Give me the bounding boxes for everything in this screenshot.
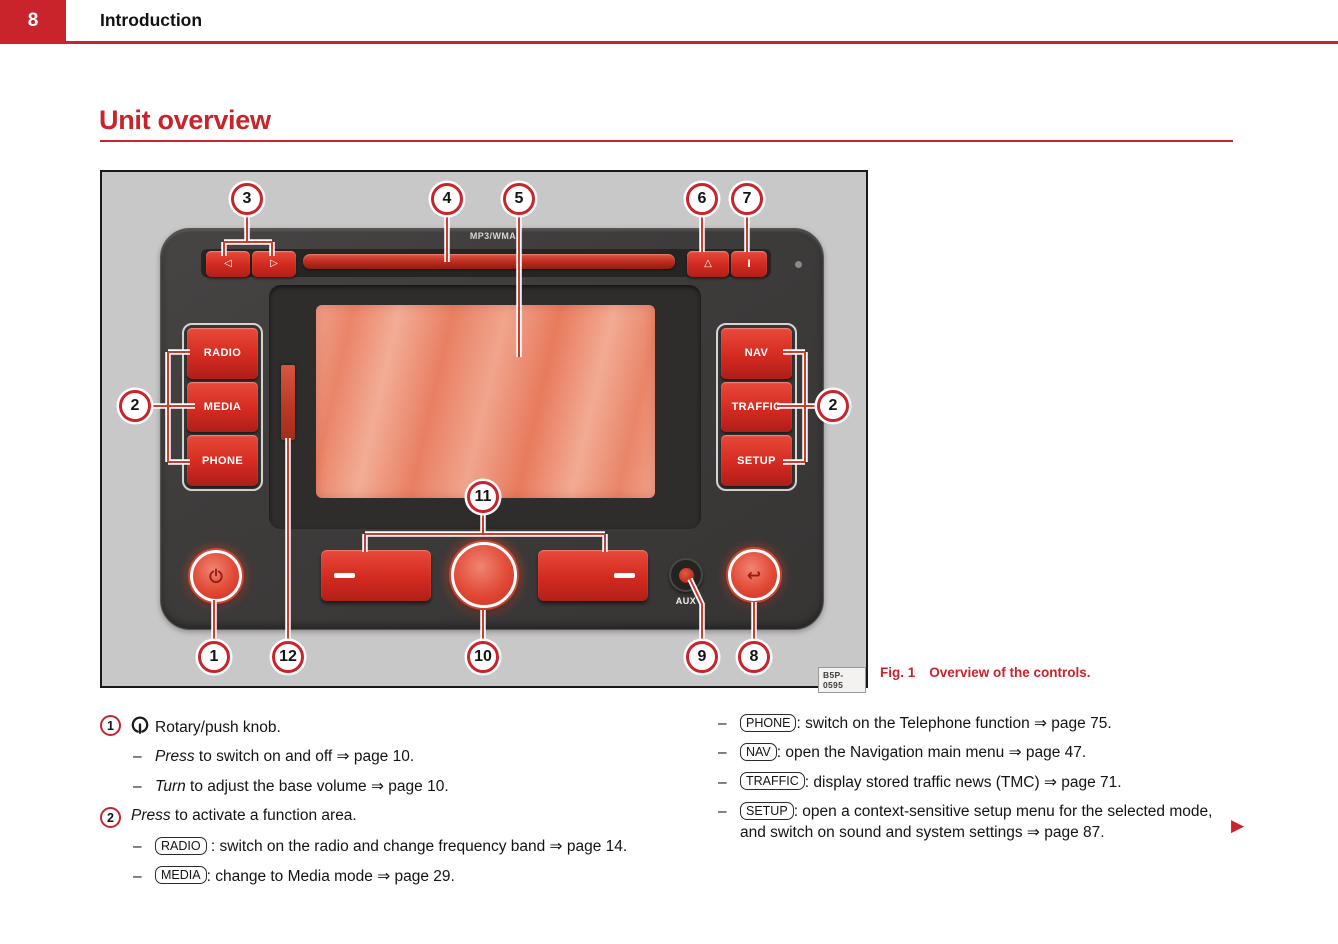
list-item: – PHONE : switch on the Telephone function ⇒ page 75. (718, 714, 1240, 734)
seek-back-button: ◁ (206, 251, 250, 277)
keycap: PHONE (740, 714, 796, 732)
dash-marker: – (718, 744, 727, 762)
callout-8: 8 (738, 641, 770, 673)
unit-button-nav: NAV (721, 328, 792, 379)
unit-left-buttons (182, 323, 263, 491)
callout-2: 2 (817, 390, 849, 422)
list-item: – NAV : open the Navigation main menu ⇒ page 47. (718, 743, 1240, 763)
figure-caption-label: Fig. 1 (880, 665, 916, 680)
seek-forward-button: ▷ (252, 251, 296, 277)
list-item: – Press to switch on and off ⇒ page 10. (100, 747, 680, 767)
dash-marker: – (133, 777, 142, 795)
figure-canvas (100, 170, 868, 688)
unit-button-traffic: TRAFFIC (721, 382, 792, 433)
rocker-button-left (321, 550, 431, 601)
power-icon (208, 568, 224, 584)
callout-10: 10 (467, 641, 499, 673)
aux-jack-center (679, 568, 694, 583)
item-number-badge: 2 (100, 807, 121, 828)
item-number-badge: 1 (100, 715, 121, 736)
aux-label: AUX (675, 596, 697, 606)
info-button: I (731, 251, 767, 277)
section-title: Unit overview (99, 105, 271, 135)
ref-arrow: ⇒ (1043, 773, 1057, 791)
ref-arrow: ⇒ (1026, 823, 1040, 841)
cd-slot (303, 254, 675, 269)
unit-right-buttons (716, 323, 797, 491)
rotary-push-knob (451, 542, 517, 608)
callout-4: 4 (431, 183, 463, 215)
radio-unit-illustration (160, 228, 824, 630)
unit-button-phone: PHONE (187, 435, 258, 486)
display-screen (316, 305, 655, 498)
list-item: – Turn to adjust the base volume ⇒ page 10. (100, 777, 680, 797)
text-column-right (718, 714, 1240, 852)
dash-marker: – (718, 773, 727, 791)
list-item: – RADIO : switch on the radio and change frequency band ⇒ page 14. (100, 837, 680, 857)
callout-5: 5 (503, 183, 535, 215)
keycap: RADIO (155, 837, 207, 855)
minus-mark (334, 573, 355, 578)
ref-arrow: ⇒ (549, 838, 563, 856)
ref-arrow: ⇒ (1008, 744, 1022, 762)
callout-11: 11 (467, 481, 499, 513)
keycap: MEDIA (155, 866, 207, 884)
list-item: – SETUP : open a context-sensitive setup menu for the selected mode, and switch on sound and system settings ⇒ page 87. (718, 802, 1240, 843)
eject-button: △ (687, 251, 729, 277)
page-number-badge: 8 (0, 0, 66, 41)
callout-1: 1 (198, 641, 230, 673)
dash-marker: – (133, 748, 142, 766)
dash-marker: – (133, 867, 142, 885)
figure-caption-text: Overview of the controls. (929, 665, 1091, 680)
back-knob (728, 549, 780, 601)
ref-arrow: ⇒ (377, 867, 391, 885)
list-item: 2 Press to activate a function area. (100, 806, 680, 828)
minus-mark (614, 573, 635, 578)
rocker-button-right (538, 550, 648, 601)
section-rule (100, 140, 1233, 142)
callout-7: 7 (731, 183, 763, 215)
unit-button-media: MEDIA (187, 382, 258, 433)
list-item: 1 Rotary/push knob. (100, 714, 680, 738)
mp3-wma-label: MP3/WMA (469, 231, 517, 241)
ref-arrow: ⇒ (371, 777, 384, 795)
text-column-left (100, 714, 680, 896)
dash-marker: – (718, 715, 727, 732)
list-item: – TRAFFIC : display stored traffic news (TMC) ⇒ page 71. (718, 773, 1240, 793)
callout-9: 9 (686, 641, 718, 673)
callout-3: 3 (231, 183, 263, 215)
back-arrow-icon: ↩ (746, 565, 762, 585)
keycap: NAV (740, 743, 777, 761)
microphone-dot (795, 261, 802, 268)
keycap: TRAFFIC (740, 772, 805, 790)
unit-button-setup: SETUP (721, 435, 792, 486)
ref-arrow: ⇒ (336, 748, 350, 766)
header-rule (0, 41, 1338, 44)
continuation-marker: ▶ (1231, 816, 1245, 835)
rotary-knob-icon (131, 716, 149, 734)
chapter-title: Introduction (100, 10, 203, 30)
status-led-strip (281, 365, 295, 440)
unit-button-radio: RADIO (187, 328, 258, 379)
callout-2: 2 (119, 390, 151, 422)
dash-marker: – (133, 838, 142, 856)
ref-arrow: ⇒ (1034, 715, 1047, 732)
figure-caption (880, 665, 1091, 680)
power-knob (190, 550, 242, 602)
callout-12: 12 (272, 641, 304, 673)
callout-6: 6 (686, 183, 718, 215)
image-code-label: B5P-0595 (818, 667, 866, 693)
keycap: SETUP (740, 802, 794, 820)
aux-input-jack (669, 558, 703, 592)
dash-marker: – (718, 803, 727, 821)
list-item: – MEDIA : change to Media mode ⇒ page 29. (100, 867, 680, 887)
